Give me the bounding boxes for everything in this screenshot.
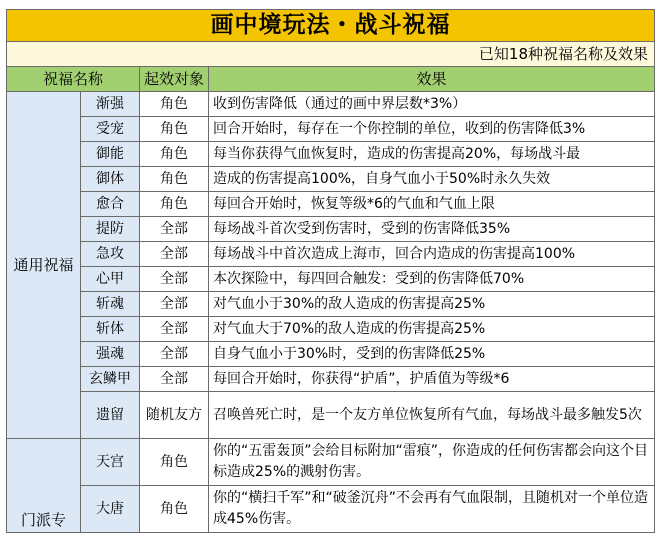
header-row <box>7 67 655 92</box>
blessing-effect: 回合开始时，每存在一个你控制的单位，收到的伤害降低3% <box>209 117 655 142</box>
blessing-effect: 对气血大于70%的敌人造成的伤害提高25% <box>209 317 655 342</box>
blessing-effect: 造成的伤害提高100%，自身气血小于50%时永久失效 <box>209 167 655 192</box>
blessing-effect: 每当你获得气血恢复时，造成的伤害提高20%，每场战斗最 <box>209 142 655 167</box>
table-row <box>7 142 655 167</box>
blessing-effect: 每回合开始时，恢复等级*6的气血和气血上限 <box>209 192 655 217</box>
table-row <box>7 486 655 533</box>
table-row <box>7 217 655 242</box>
group-label-sect: 门派专 <box>7 439 81 533</box>
blessing-target: 角色 <box>140 486 209 533</box>
blessing-target: 全部 <box>140 242 209 267</box>
blessing-name: 玄鳞甲 <box>81 367 140 392</box>
table-row <box>7 117 655 142</box>
table-row <box>7 92 655 117</box>
blessing-effect: 自身气血小于30%时，受到的伤害降低25% <box>209 342 655 367</box>
table-row <box>7 367 655 392</box>
blessing-target: 全部 <box>140 267 209 292</box>
blessing-name: 御体 <box>81 167 140 192</box>
header-effect: 效果 <box>209 67 655 92</box>
blessing-effect: 本次探险中，每四回合触发：受到的伤害降低70% <box>209 267 655 292</box>
table-row <box>7 242 655 267</box>
blessing-name: 天宫 <box>81 439 140 486</box>
blessing-target: 角色 <box>140 117 209 142</box>
blessing-effect: 每回合开始时，你获得“护盾”，护盾值为等级*6 <box>209 367 655 392</box>
blessing-target: 角色 <box>140 439 209 486</box>
blessing-name: 提防 <box>81 217 140 242</box>
blessing-name: 愈合 <box>81 192 140 217</box>
group-label-general: 通用祝福 <box>7 92 81 439</box>
blessing-target: 全部 <box>140 292 209 317</box>
blessing-effect: 对气血小于30%的敌人造成的伤害提高25% <box>209 292 655 317</box>
table-row <box>7 267 655 292</box>
blessing-target: 随机友方 <box>140 392 209 439</box>
blessing-name: 遗留 <box>81 392 140 439</box>
blessing-name: 受宠 <box>81 117 140 142</box>
blessing-name: 斩魂 <box>81 292 140 317</box>
blessing-effect: 每场战斗中首次造成上海市，回合内造成的伤害提高100% <box>209 242 655 267</box>
blessing-target: 全部 <box>140 367 209 392</box>
table-row <box>7 342 655 367</box>
header-blessing-name: 祝福名称 <box>7 67 140 92</box>
blessing-name: 御能 <box>81 142 140 167</box>
blessing-name: 大唐 <box>81 486 140 533</box>
blessing-name: 心甲 <box>81 267 140 292</box>
blessing-name: 急攻 <box>81 242 140 267</box>
blessing-target: 角色 <box>140 192 209 217</box>
header-target: 起效对象 <box>140 67 209 92</box>
blessing-target: 角色 <box>140 92 209 117</box>
blessing-target: 全部 <box>140 217 209 242</box>
blessing-effect: 你的“五雷轰顶”会给目标附加“雷痕”，你造成的任何伤害都会向这个目标造成25%的溅射伤害。 <box>209 439 655 486</box>
blessing-effect: 你的“横扫千军”和“破釜沉舟”不会再有气血限制，且随机对一个单位造成45%伤害。 <box>209 486 655 533</box>
sheet-title: 画中境玩法・战斗祝福 <box>7 10 655 42</box>
blessing-effect: 召唤兽死亡时，是一个友方单位恢复所有气血，每场战斗最多触发5次 <box>209 392 655 439</box>
blessing-target: 全部 <box>140 342 209 367</box>
blessing-effect: 收到伤害降低（通过的画中界层数*3%） <box>209 92 655 117</box>
blessing-table <box>6 9 655 533</box>
blessing-target: 角色 <box>140 142 209 167</box>
table-row <box>7 439 655 486</box>
sheet-subtitle: 已知18种祝福名称及效果 <box>7 42 655 67</box>
table-row <box>7 392 655 439</box>
table-row <box>7 167 655 192</box>
table-row <box>7 317 655 342</box>
blessing-effect: 每场战斗首次受到伤害时，受到的伤害降低35% <box>209 217 655 242</box>
blessing-target: 角色 <box>140 167 209 192</box>
blessing-target: 全部 <box>140 317 209 342</box>
table-row <box>7 192 655 217</box>
blessing-name: 强魂 <box>81 342 140 367</box>
table-row <box>7 292 655 317</box>
blessing-name: 斩体 <box>81 317 140 342</box>
blessing-name: 渐强 <box>81 92 140 117</box>
